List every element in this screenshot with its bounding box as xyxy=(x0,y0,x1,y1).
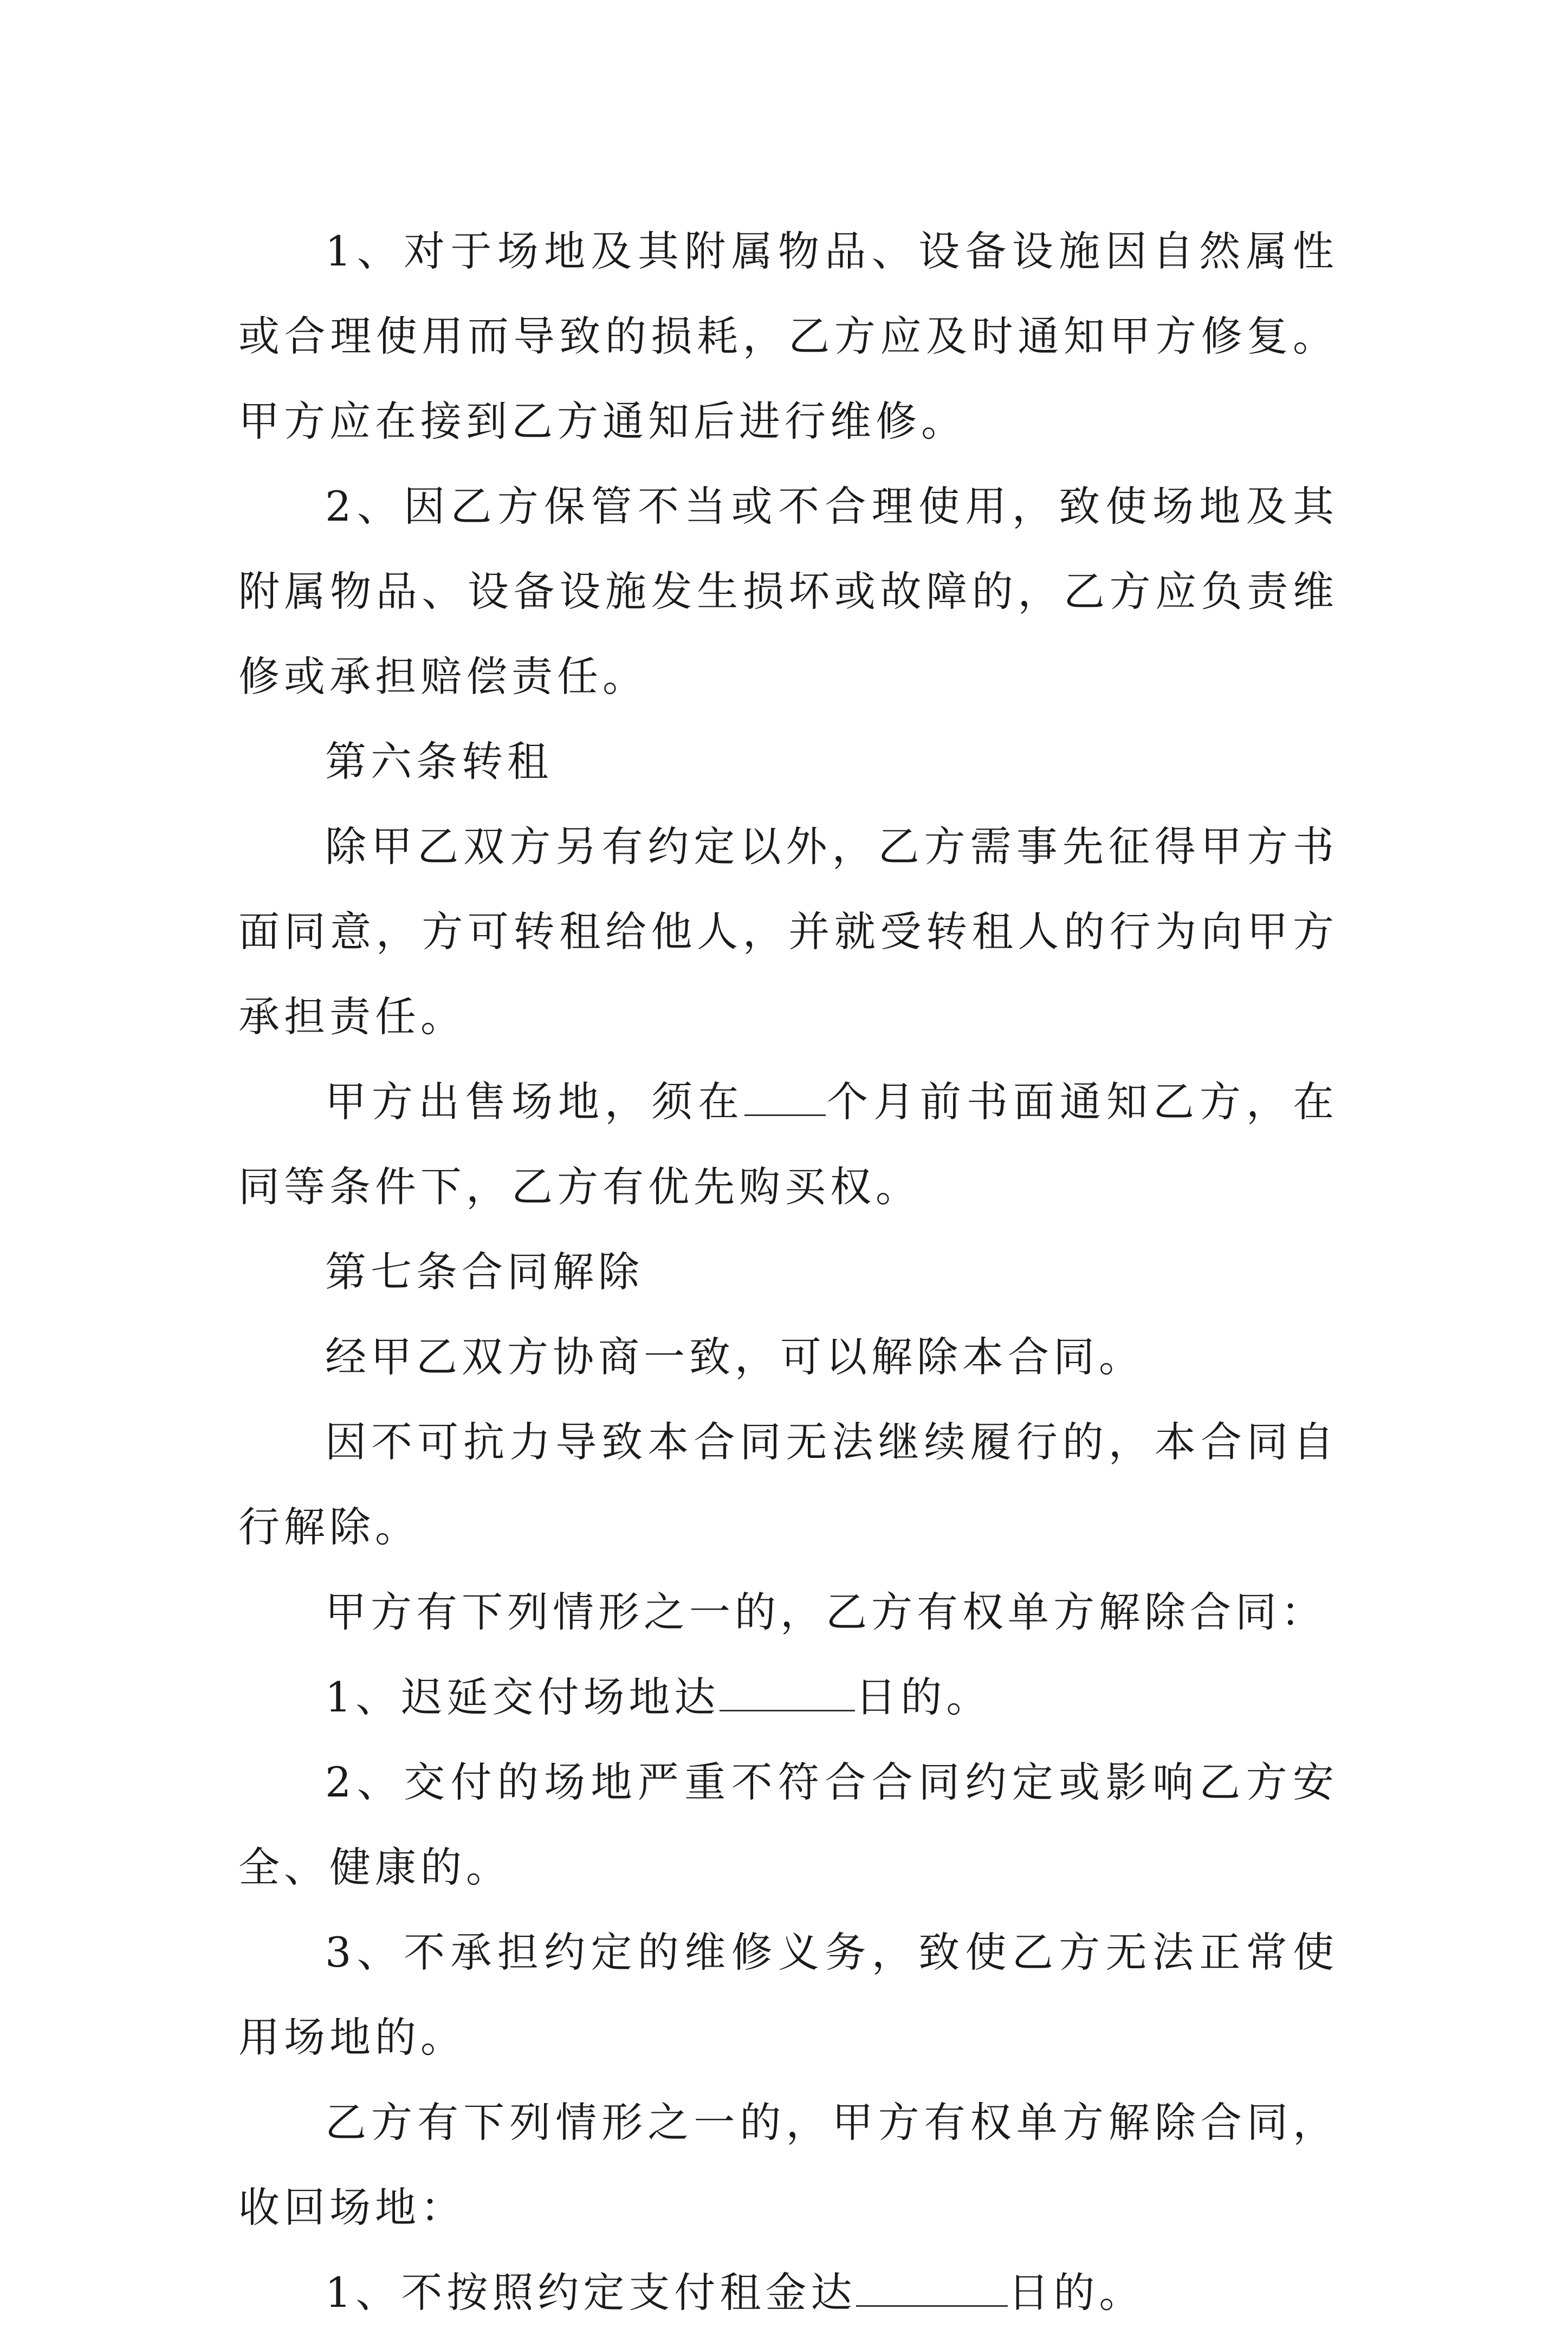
paragraph-maintenance-damage: 2、因乙方保管不当或不合理使用，致使场地及其附属物品、设备设施发生损坏或故障的，乙方应负责维修或承担赔偿责任。 xyxy=(238,482,1338,700)
heading-article-7: 第七条合同解除 xyxy=(325,1248,644,1296)
blank-months-field[interactable] xyxy=(744,1075,826,1116)
blank-days-rent-field[interactable] xyxy=(856,2266,1008,2307)
paragraph-lessor-termination-rights: 乙方有下列情形之一的，甲方有权单方解除合同，收回场地： xyxy=(238,2098,1338,2232)
paragraph-force-majeure: 因不可抗力导致本合同无法继续履行的，本合同自行解除。 xyxy=(238,1418,1338,1551)
heading-article-6: 第六条转租 xyxy=(325,737,553,786)
paragraph-delayed-delivery-text-2: 日的。 xyxy=(855,1673,992,1721)
paragraph-mutual-termination: 经甲乙双方协商一致，可以解除本合同。 xyxy=(325,1333,1144,1381)
document-body xyxy=(238,209,1338,2335)
paragraph-unpaid-rent xyxy=(238,2250,1338,2335)
paragraph-maintenance-wear: 1、对于场地及其附属物品、设备设施因自然属性或合理使用而导致的损耗，乙方应及时通知甲方修复。甲方应在接到乙方通知后进行维修。 xyxy=(238,227,1338,445)
paragraph-delayed-delivery xyxy=(238,1655,1338,1740)
paragraph-unpaid-rent-text-2: 日的。 xyxy=(1008,2268,1145,2317)
paragraph-sale-notice xyxy=(238,1059,1338,1229)
paragraph-lessee-termination-rights: 甲方有下列情形之一的，乙方有权单方解除合同： xyxy=(325,1588,1326,1636)
paragraph-sublease: 除甲乙双方另有约定以外，乙方需事先征得甲方书面同意，方可转租给他人，并就受转租人的行为向甲方承担责任。 xyxy=(238,822,1338,1041)
paragraph-delayed-delivery-text-1: 1、迟延交付场地达 xyxy=(325,1673,720,1721)
paragraph-sale-notice-text-1: 甲方出售场地，须在 xyxy=(325,1078,744,1126)
paragraph-no-repair: 3、不承担约定的维修义务，致使乙方无法正常使用场地的。 xyxy=(238,1928,1338,2061)
blank-days-delay-field[interactable] xyxy=(720,1671,855,1711)
paragraph-unpaid-rent-text-1: 1、不按照约定支付租金达 xyxy=(325,2268,857,2317)
paragraph-sale-notice-text-2: 个月前书面通知乙方，在同等条件下，乙方有优先购买权。 xyxy=(238,1078,1338,1211)
paragraph-nonconforming-premises: 2、交付的场地严重不符合合同约定或影响乙方安全、健康的。 xyxy=(238,1758,1338,1891)
